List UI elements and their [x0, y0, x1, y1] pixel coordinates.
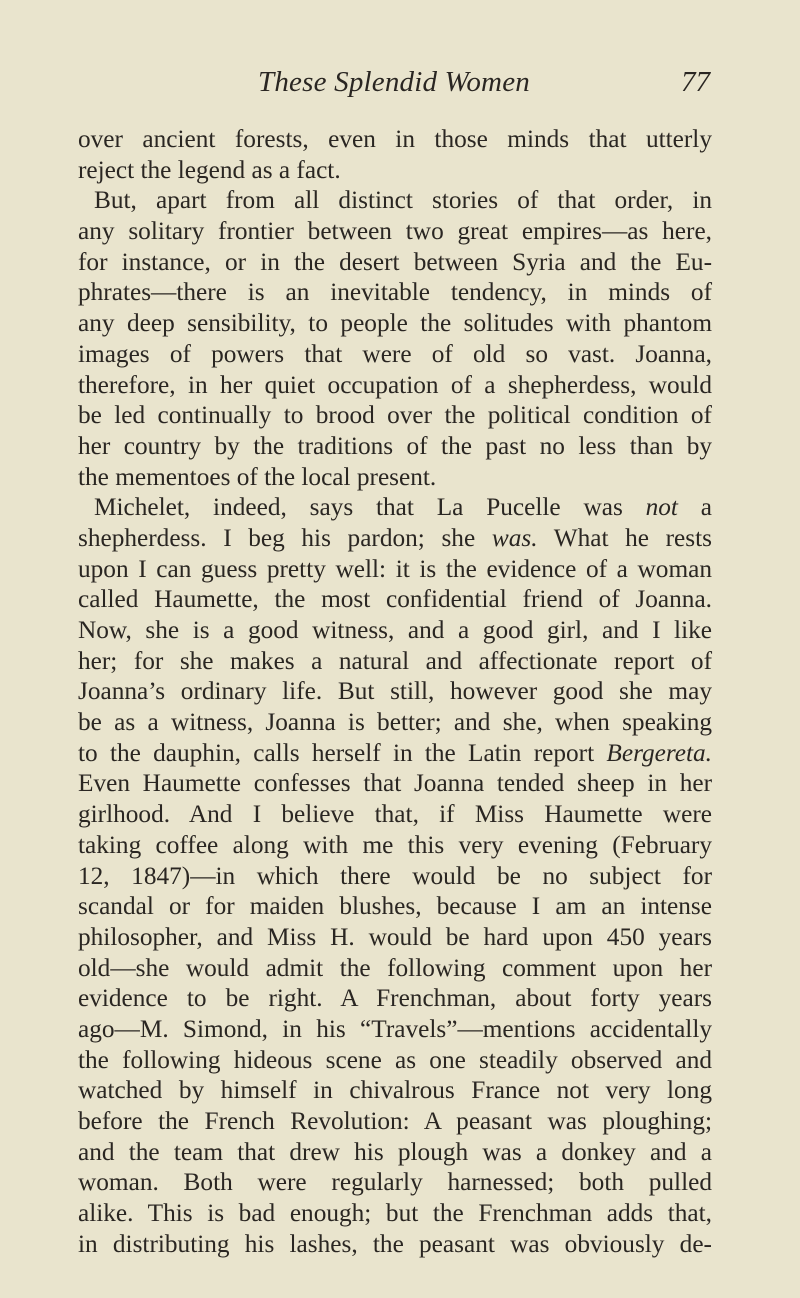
- text-line: her; for she makes a natural and affectionate report of: [78, 646, 712, 675]
- text-line: upon I can guess pretty well: it is the evidence of a woman: [78, 554, 712, 583]
- text-line: the mementoes of the local present.: [78, 462, 437, 491]
- text-line: be led continually to brood over the political condition of: [78, 401, 712, 430]
- text-line: be as a witness, Joanna is better; and she, when speaking: [78, 708, 712, 737]
- text-line: 12, 1847)—in which there would be no subject for: [78, 861, 712, 890]
- text-line: and the team that drew his plough was a donkey and a: [78, 1137, 712, 1166]
- text-line: to the dauphin, calls herself in the Latin report Bergereta.: [78, 738, 712, 767]
- text-line: girlhood. And I believe that, if Miss Haumette were: [78, 800, 712, 829]
- running-title: These Splendid Women: [258, 66, 530, 98]
- text-line: any deep sensibility, to people the solitudes with phantom: [78, 309, 712, 338]
- text-line: reject the legend as a fact.: [78, 155, 341, 184]
- text-line: old—she would admit the following comment upon her: [78, 953, 712, 982]
- text-line: Even Haumette confesses that Joanna tended sheep in her: [78, 769, 712, 798]
- text-line: woman. Both were regularly harnessed; both pulled: [78, 1168, 712, 1197]
- text-line: before the French Revolution: A peasant was ploughing;: [78, 1107, 712, 1135]
- text-line: watched by himself in chivalrous France not very long: [78, 1076, 712, 1105]
- text-line: Michelet, indeed, says that La Pucelle was not a: [94, 493, 712, 522]
- text-line: scandal or for maiden blushes, because I am an intense: [78, 892, 712, 921]
- text-line: for instance, or in the desert between Syria and the Eu-: [78, 247, 712, 276]
- text-line: in distributing his lashes, the peasant was obviously de-: [78, 1229, 712, 1258]
- text-line: phrates—there is an inevitable tendency, in minds of: [78, 278, 712, 307]
- text-line: ago—M. Simond, in his “Travels”—mentions accidentally: [78, 1014, 712, 1043]
- text-line: the following hideous scene as one steadily observed and: [78, 1045, 712, 1074]
- text-line: Joanna’s ordinary life. But still, however good she may: [78, 677, 712, 706]
- text-line: any solitary frontier between two great empires—as here,: [78, 217, 712, 246]
- text-line: philosopher, and Miss H. would be hard upon 450 years: [78, 922, 712, 951]
- text-line: Now, she is a good witness, and a good girl, and I like: [78, 616, 712, 644]
- text-line: shepherdess. I beg his pardon; she was. What he rests: [78, 523, 712, 552]
- text-line: called Haumette, the most confidential friend of Joanna.: [78, 585, 712, 614]
- text-line: taking coffee along with me this very evening (February: [78, 830, 712, 859]
- emphasis: Bergereta.: [606, 738, 712, 767]
- text-line: But, apart from all distinct stories of that order, in: [94, 186, 712, 215]
- text-line: her country by the traditions of the past no less than by: [78, 431, 712, 460]
- text-line: over ancient forests, even in those minds that utterly: [78, 125, 712, 153]
- text-line: therefore, in her quiet occupation of a shepherdess, would: [78, 370, 712, 399]
- text-line: images of powers that were of old so vast. Joanna,: [78, 339, 712, 368]
- emphasis: was.: [491, 523, 538, 552]
- emphasis: not: [645, 493, 678, 522]
- text-line: alike. This is bad enough; but the Frenchman adds that,: [78, 1199, 712, 1228]
- running-head: [78, 66, 710, 106]
- body-text: [78, 124, 712, 1259]
- text-line: evidence to be right. A Frenchman, about forty years: [78, 984, 712, 1013]
- page-number: 77: [681, 66, 710, 98]
